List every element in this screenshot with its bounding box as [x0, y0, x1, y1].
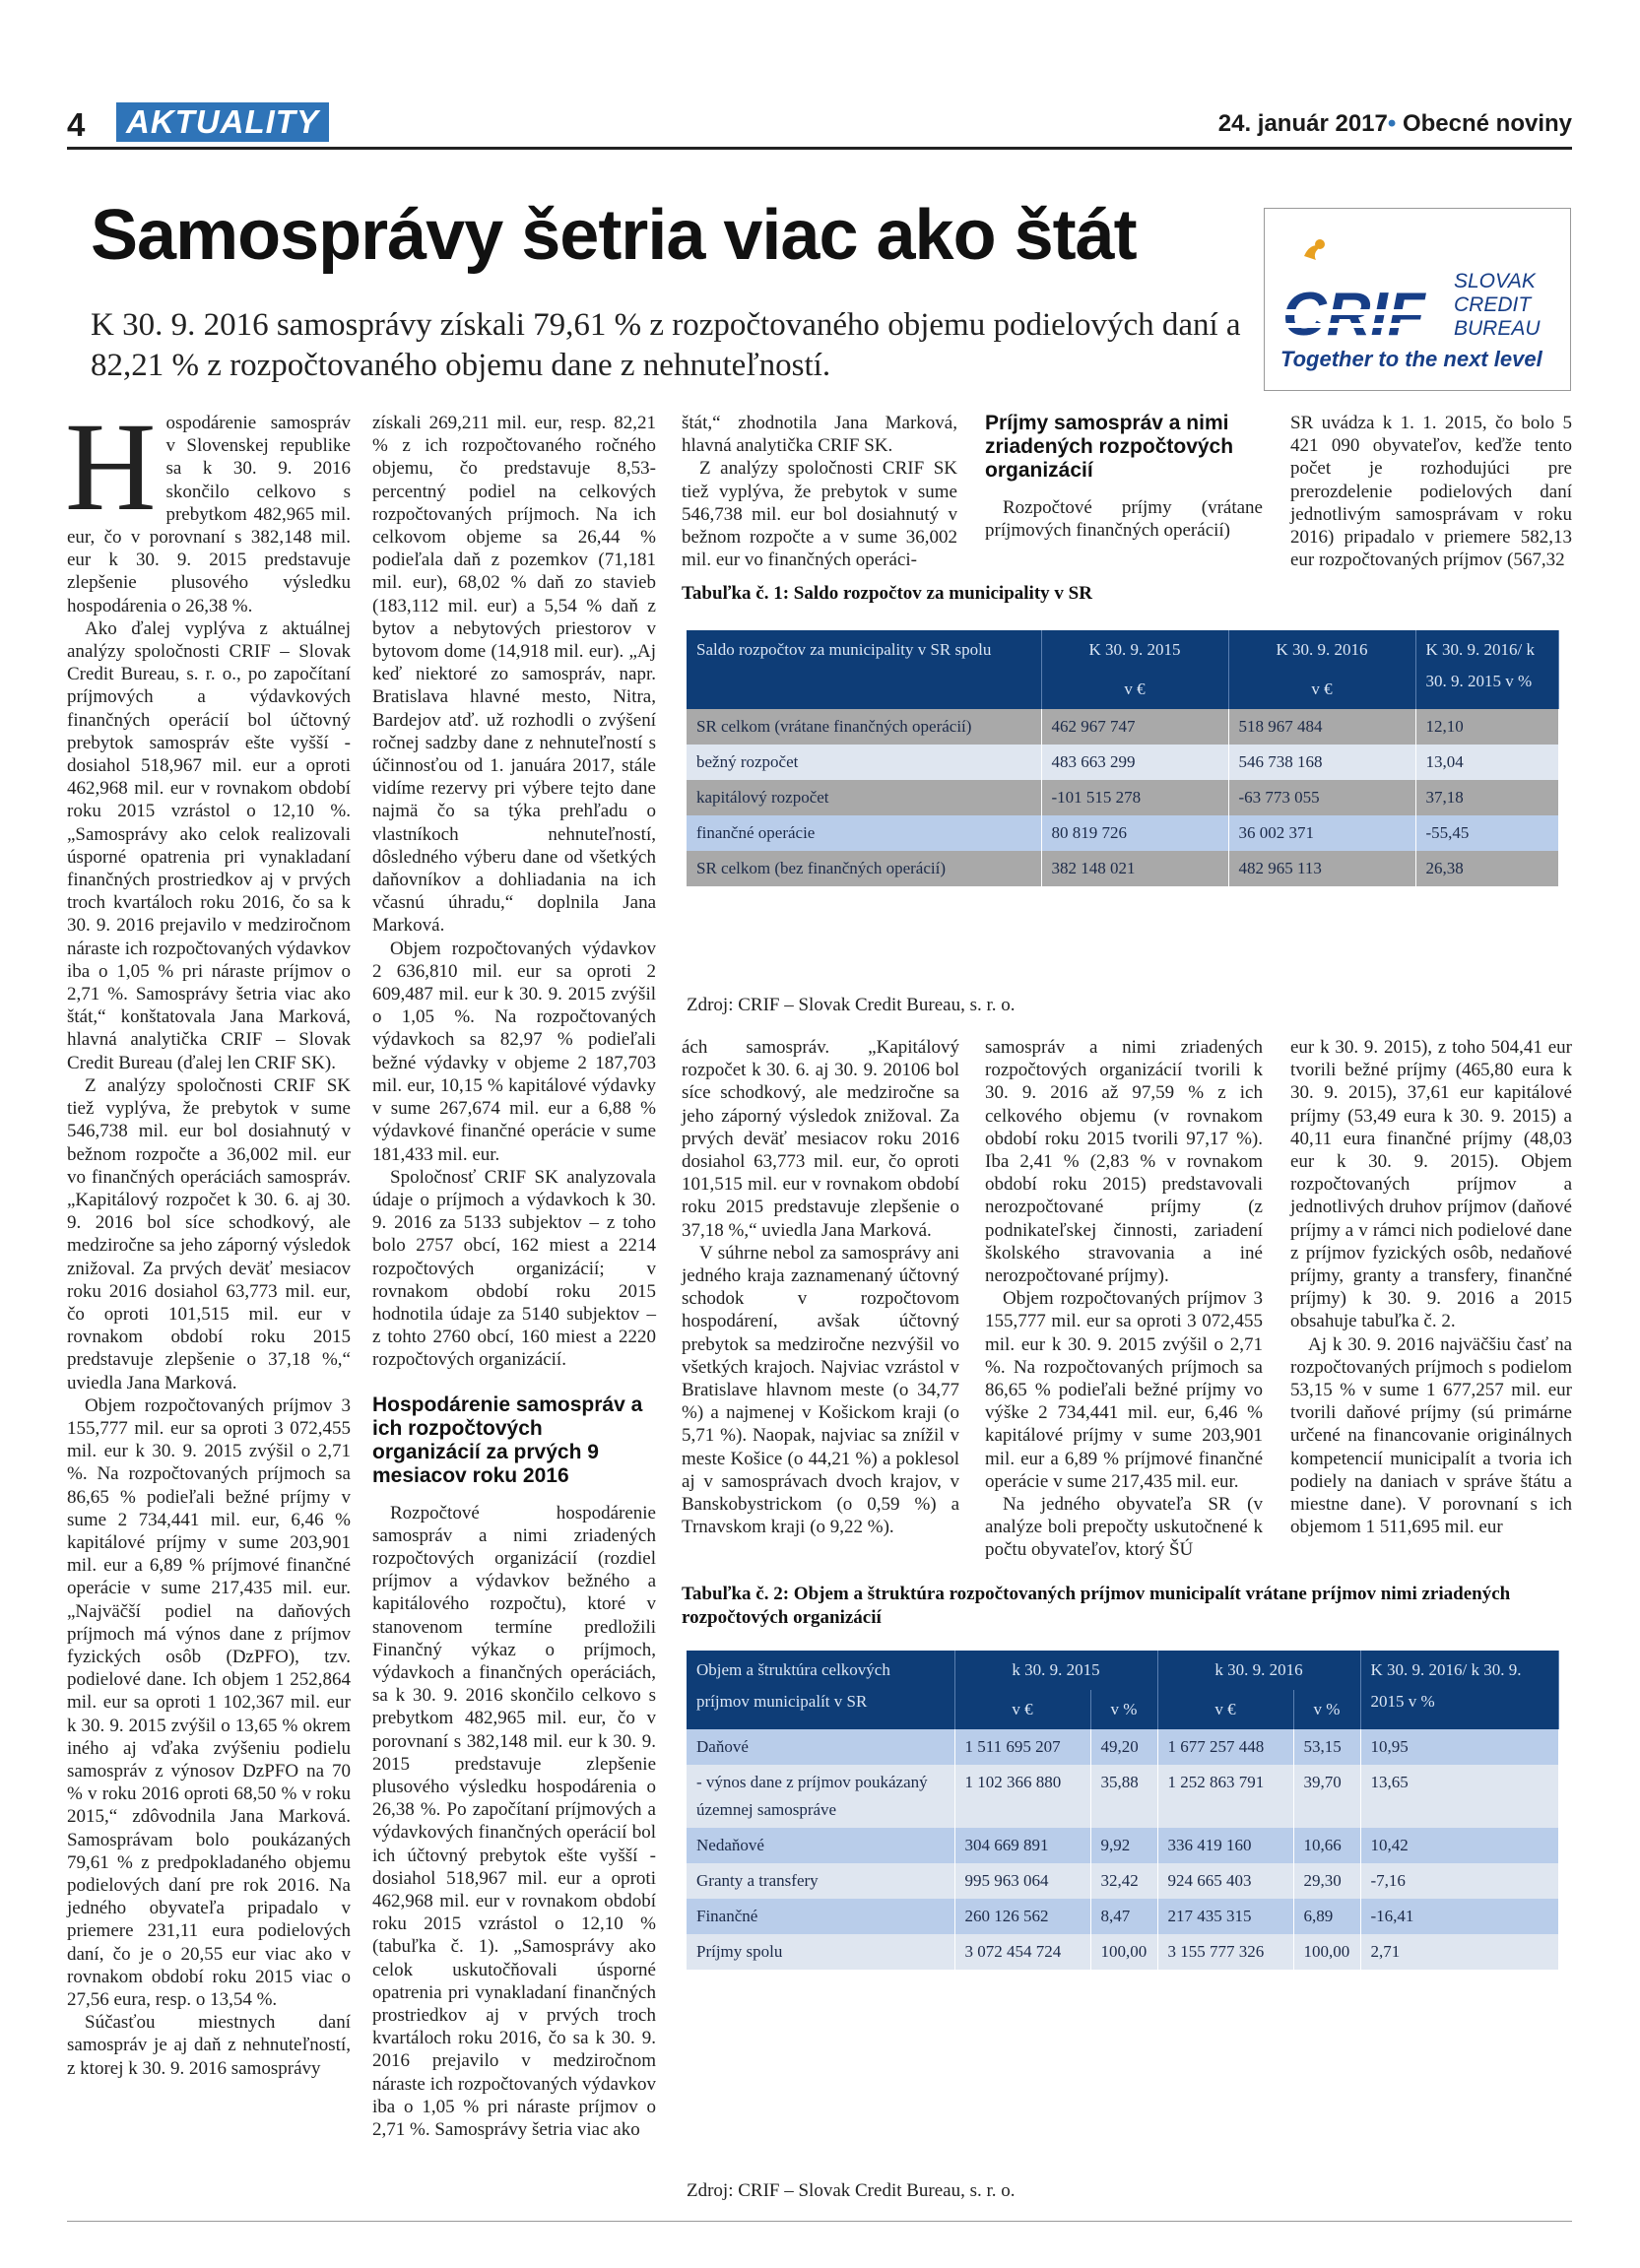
table1-header-2015: K 30. 9. 2015	[1041, 630, 1228, 670]
table-cell: 35,88	[1090, 1765, 1157, 1828]
table-row	[687, 1828, 1559, 1863]
table-cell: 2,71	[1360, 1934, 1559, 1970]
table2-source: Zdroj: CRIF – Slovak Credit Bureau, s. r. o.	[687, 2180, 1016, 2201]
table-cell: 100,00	[1293, 1934, 1360, 1970]
paragraph: štát,“ zhodnotila Jana Marková, hlavná analytička CRIF SK.	[682, 413, 957, 457]
article-column-3-top	[682, 412, 957, 571]
page-header	[67, 98, 1572, 150]
table-row	[687, 1863, 1559, 1899]
article-column-3-bottom	[682, 1036, 959, 1538]
table-cell: 483 663 299	[1041, 745, 1228, 780]
table-cell: 1 511 695 207	[954, 1729, 1090, 1765]
paragraph: samospráv a nimi zriadených rozpočtových organizácií tvorili k 30. 9. 2016 až 97,59 % z ich celkového objemu (v rovnakom období roku 2015 tvorili 97,17 %). Iba 2,41 % (2,83 % v rovnakom období roku 2015) predstavovali nerozpočtované príjmy (z podnikateľskej činnosti, zariadení školského stravovania a iné nerozpočtované príjmy).	[985, 1037, 1263, 1287]
table-cell: -7,16	[1360, 1863, 1559, 1899]
table-cell: 13,04	[1415, 745, 1559, 780]
table-cell: 10,42	[1360, 1828, 1559, 1863]
bottom-rule	[67, 2221, 1572, 2222]
paragraph: eur k 30. 9. 2015), z toho 504,41 eur tvorili bežné príjmy (465,80 eura k 30. 9. 2015), 37,61 eur kapitálové príjmy (53,49 eura k 30. 9. 2015) a 40,11 eura finančné príjmy (48,03 eur k 30. 9. 2015). Objem rozpočtovaných príjmov a jednotlivých druhov príjmov (daňové príjmy a v rámci nich podielové dane z príjmov fyzických osôb, nedaňové príjmy, granty a transfery, finančné príjmy) k 30. 9. 2016 a 2015 obsahuje tabuľka č. 2.	[1290, 1037, 1572, 1332]
paragraph: Rozpočtové hospodárenie samospráv a nimi zriadených rozpočtových organizácií (rozdiel príjmov a výdavkov bežného a kapitálového rozpočtu), ktoré v stanovenom termíne predložili Finančný výkaz o príjmoch, výdavkoch a finančných operáciách, sa k 30. 9. 2016 skončilo celkovo s prebytkom 482,965 mil. eur, čo v porovnaní s 382,148 mil. eur k 30. 9. 2015 predstavuje zlepšenie plusového výsledku hospodárenia o 26,38 %. Po započítaní príjmových a výdavkových finančných operácií bol ich účtovný prebytok ešte vyšší - dosiahol 518,967 mil. eur a oproti 462,968 mil. eur v rovnakom období roku 2015 vzrástol o 12,10 % (tabuľka č. 1). „Samosprávy ako celok uskutočňovali úsporné opatrenia pri vynakladaní finančných prostriedkov aj v prvých troch kvartáloch roku 2016, čo sa k 30. 9. 2016 prejavilo v medziročnom náraste ich rozpočtovaných výdavkov iba o 1,05 % pri náraste príjmov o 2,71 %. Samosprávy šetria viac ako	[372, 1502, 656, 2141]
table-cell: 924 665 403	[1157, 1863, 1293, 1899]
bullet-icon: •	[1387, 110, 1397, 137]
table-cell: 36 002 371	[1228, 815, 1415, 851]
table-cell: 462 967 747	[1041, 709, 1228, 745]
paragraph: Z analýzy spoločnosti CRIF SK tiež vyplýva, že prebytok v sume 546,738 mil. eur bol dosiahnutý v bežnom rozpočte a v sume 36,002 mil. eur vo finančných operáci-	[682, 458, 957, 571]
table-cell: 260 126 562	[954, 1899, 1090, 1934]
drop-cap: H	[65, 397, 157, 537]
table1-header-label: Saldo rozpočtov za municipality v SR spolu	[687, 630, 1041, 709]
paragraph: ospodárenie samospráv v Slovenskej republike sa k 30. 9. 2016 skončilo celkovo s prebytkom 482,965 mil. eur, čo v porovnaní s 382,148 mil. eur k 30. 9. 2015 predstavuje zlepšenie plusového výsledku hospodárenia o 26,38 %.	[67, 413, 351, 616]
paragraph: Spoločnosť CRIF SK analyzovala údaje o príjmoch a výdavkoch k 30. 9. 2016 za 5133 subjektov – z toho bolo 2757 obcí, 162 miest a 2214 rozpočtových organizácií; v rovnakom období roku 2015 hodnotila údaje za 5140 subjektov – z tohto 2760 obcí, 160 miest a 2220 rozpočtových organizácií.	[372, 1166, 656, 1371]
subheading: Príjmy samospráv a nimi zriadených rozpočtových organizácií	[985, 412, 1234, 482]
section-label: AKTUALITY	[116, 102, 329, 142]
article-column-4-top	[985, 412, 1263, 542]
subheading: Hospodárenie samospráv a ich rozpočtových organizácií za prvých 9 mesiacov roku 2016	[372, 1393, 643, 1487]
table-cell: 32,42	[1090, 1863, 1157, 1899]
table2-header-label: Objem a štruktúra celkových príjmov municipalít v SR	[687, 1651, 954, 1729]
table1	[687, 630, 1559, 886]
paragraph: Rozpočtové príjmy (vrátane príjmových finančných operácií)	[985, 497, 1263, 542]
article-column-5-top	[1290, 412, 1572, 571]
table-cell: 9,92	[1090, 1828, 1157, 1863]
row-label: kapitálový rozpočet	[687, 780, 1041, 815]
table2-header-2015: k 30. 9. 2015	[954, 1651, 1157, 1690]
paragraph: Objem rozpočtovaných výdavkov 2 636,810 mil. eur sa oproti 2 609,487 mil. eur k 30. 9. 2015 zvýšil o 1,05 %. Na rozpočtovaných výdavkoch sa 82,97 % podieľali bežné výdavky v objeme 2 187,703 mil. eur, 10,15 % kapitálové výdavky v sume 267,674 mil. eur a 6,88 % výdavkové finančné operácie v sume 181,433 mil. eur.	[372, 938, 656, 1165]
paragraph: Aj k 30. 9. 2016 najväčšiu časť na rozpočtovaných príjmoch s podielom 53,15 % v sume 1 677,257 mil. eur tvorili daňové príjmy (sú primárne určené na financovanie originálnych kompetencií municipalít a tvoria ich podiely na daniach v správe štátu a miestne dane). V porovnaní s ich objemom 1 511,695 mil. eur	[1290, 1333, 1572, 1538]
table2-unit: v €	[1157, 1690, 1293, 1729]
paragraph: Súčasťou miestnych daní samospráv je aj daň z nehnuteľností, z ktorej k 30. 9. 2016 samosprávy	[67, 2012, 351, 2079]
table-cell: 49,20	[1090, 1729, 1157, 1765]
paragraph: SR uvádza k 1. 1. 2015, čo bolo 5 421 090 obyvateľov, keďže tento počet je rozhodujúci pre prerozdelenie podielových daní jednotlivým samosprávam v roku 2016) pripadalo v priemere 582,13 eur rozpočtovaných príjmov (567,32	[1290, 413, 1572, 571]
article-column-1	[65, 397, 351, 2080]
table-cell: 1 252 863 791	[1157, 1765, 1293, 1828]
publication-name: Obecné noviny	[1402, 110, 1572, 137]
article-column-4-bottom	[985, 1036, 1263, 1562]
table-cell: 336 419 160	[1157, 1828, 1293, 1863]
table2-header-2016: k 30. 9. 2016	[1157, 1651, 1360, 1690]
table-cell: -101 515 278	[1041, 780, 1228, 815]
table-cell: -16,41	[1360, 1899, 1559, 1934]
table-cell: 3 072 454 724	[954, 1934, 1090, 1970]
table-cell: 80 819 726	[1041, 815, 1228, 851]
page-number: 4	[67, 106, 86, 143]
table-cell: 304 669 891	[954, 1828, 1090, 1863]
row-label: SR celkom (vrátane finančných operácií)	[687, 709, 1041, 745]
table-cell: 10,66	[1293, 1828, 1360, 1863]
table2	[687, 1651, 1559, 1970]
table-row	[687, 815, 1559, 851]
issue-date: 24. január 2017	[1217, 110, 1388, 137]
row-label: Nedaňové	[687, 1828, 954, 1863]
table-cell: 37,18	[1415, 780, 1559, 815]
table-cell: 6,89	[1293, 1899, 1360, 1934]
table-cell: -63 773 055	[1228, 780, 1415, 815]
logo-line3: BUREAU	[1454, 317, 1541, 340]
table-row	[687, 1899, 1559, 1934]
table-cell: 8,47	[1090, 1899, 1157, 1934]
row-label: Príjmy spolu	[687, 1934, 954, 1970]
paragraph: Objem rozpočtovaných príjmov 3 155,777 mil. eur sa oproti 3 072,455 mil. eur k 30. 9. 2015 zvýšil o 2,71 %. Na rozpočtovaných príjmoch sa 86,65 % podieľali bežné príjmy v sume 2 734,441 mil. eur, 6,46 % kapitálové príjmy v sume 203,901 mil. eur a 6,89 % príjmové finančné operácie v sume 217,435 mil. eur. „Najväčší podiel na daňových príjmoch má výnos dane z príjmov fyzických osôb (DzPFO), tzv. podielové dane. Ich objem 1 252,864 mil. eur sa oproti 1 102,367 mil. eur k 30. 9. 2015 zvýšil o 13,65 % okrem iného aj vďaka zvýšeniu podielu samospráv z výnosov DzPFO na 70 % v roku 2016 oproti 68,50 % v roku 2015,“ zdôvodnila Jana Marková. Samosprávam bolo poukázaných 79,61 % z predpokladaného objemu podielových daní pre rok 2016. Na jedného obyvateľa pripadalo v priemere 231,11 eura podielových daní, čo je o 20,55 eur viac ako v rovnakom období roku 2015 viac o 27,56 eura, resp. o 13,54 %.	[67, 1394, 351, 2011]
table-cell: 26,38	[1415, 851, 1559, 886]
table-cell: 1 677 257 448	[1157, 1729, 1293, 1765]
table-cell: 39,70	[1293, 1765, 1360, 1828]
table-row	[687, 1765, 1559, 1828]
table2-unit: v %	[1293, 1690, 1360, 1729]
table1-header-change: K 30. 9. 2016/ k 30. 9. 2015 v %	[1415, 630, 1559, 709]
crif-logo-mark	[1282, 239, 1448, 349]
logo-tagline: Together to the next level	[1280, 347, 1542, 371]
article-column-5-bottom	[1290, 1036, 1572, 1538]
row-label: Granty a transfery	[687, 1863, 954, 1899]
article-column-2	[372, 412, 656, 2141]
logo-line1: SLOVAK	[1454, 270, 1536, 292]
table1-unit: v €	[1228, 670, 1415, 709]
row-label: - výnos dane z príjmov poukázaný územnej samospráve	[687, 1765, 954, 1828]
table1-caption: Tabuľka č. 1: Saldo rozpočtov za municipality v SR	[682, 583, 1092, 604]
crif-logo	[1264, 208, 1571, 391]
table-cell: 1 102 366 880	[954, 1765, 1090, 1828]
table-cell: 100,00	[1090, 1934, 1157, 1970]
table-cell: 518 967 484	[1228, 709, 1415, 745]
table-cell: -55,45	[1415, 815, 1559, 851]
table1-unit: v €	[1041, 670, 1228, 709]
paragraph: V súhrne nebol za samosprávy ani jedného kraja zaznamenaný účtovný schodok v rozpočtovom hospodárení, avšak účtovný prebytok sa medziročne nezvýšil vo všetkých krajoch. Najviac vzrástol v Bratislave hlavnom meste (o 34,77 %) a najmenej v Košickom kraji (o 5,71 %). Naopak, najviac sa znížil v meste Košice (o 44,21 %) a poklesol aj v samosprávach dvoch krajov, v Banskobystrickom (o 0,59 %) a Trnavskom kraji (o 9,22 %).	[682, 1242, 959, 1538]
table-cell: 13,65	[1360, 1765, 1559, 1828]
issue-info	[1218, 110, 1572, 138]
row-label: Daňové	[687, 1729, 954, 1765]
table-row	[687, 851, 1559, 886]
paragraph: Ako ďalej vyplýva z aktuálnej analýzy spoločnosti CRIF – Slovak Credit Bureau, s. r. o., po započítaní príjmových a výdavkových finančných operácií bol účtovný prebytok samospráv ešte vyšší - dosiahol 518,967 mil. eur a oproti 462,968 mil. eur v rovnakom období roku 2015 vzrástol o 12,10 %. „Samosprávy ako celok realizovali úsporné opatrenia pri vynakladaní finančných prostriedkov aj v prvých troch kvartáloch roku 2016, čo sa k 30. 9. 2016 prejavilo v medziročnom náraste ich rozpočtovaných výdavkov iba o 1,05 % pri náraste príjmov o 2,71 %. Samosprávy šetria viac ako štát,“ konštatovala Jana Marková, hlavná analytička CRIF – Slovak Credit Bureau (ďalej len CRIF SK).	[67, 617, 351, 1073]
table-cell: 482 965 113	[1228, 851, 1415, 886]
logo-line2: CREDIT	[1454, 293, 1532, 316]
table-cell: 382 148 021	[1041, 851, 1228, 886]
table-cell: 217 435 315	[1157, 1899, 1293, 1934]
table-cell: 995 963 064	[954, 1863, 1090, 1899]
table-row	[687, 709, 1559, 745]
row-label: bežný rozpočet	[687, 745, 1041, 780]
row-label: SR celkom (bez finančných operácií)	[687, 851, 1041, 886]
table-row	[687, 745, 1559, 780]
table-cell: 546 738 168	[1228, 745, 1415, 780]
table-cell: 12,10	[1415, 709, 1559, 745]
table1-header-2016: K 30. 9. 2016	[1228, 630, 1415, 670]
headline: Samosprávy šetria viac ako štát	[91, 196, 1137, 275]
paragraph: Z analýzy spoločnosti CRIF SK tiež vyplýva, že prebytok v sume 546,738 mil. eur bol dosiahnutý v bežnom rozpočte a 36,002 mil. eur vo finančných operáciách samospráv. „Kapitálový rozpočet k 30. 6. aj 30. 9. 2016 bol síce schodkový, ale medziročne sa jeho záporný výsledok znižoval. Za prvých deväť mesiacov roku 2016 dosiahol 63,773 mil. eur, čo oproti 101,515 mil. eur v rovnakom období roku 2015 predstavuje zlepšenie o 37,18 %,“ uviedla Jana Marková.	[67, 1074, 351, 1393]
table2-unit: v €	[954, 1690, 1090, 1729]
paragraph: ách samospráv. „Kapitálový rozpočet k 30. 6. aj 30. 9. 20106 bol síce schodkový, ale medziročne sa jeho záporný výsledok znižoval. Za prvých deväť mesiacov roku 2016 dosiahol 63,773 mil. eur, čo oproti 101,515 mil. eur v rovnakom období roku 2015 predstavuje zlepšenie o 37,18 %,“ uviedla Jana Marková.	[682, 1037, 959, 1241]
paragraph: Objem rozpočtovaných príjmov 3 155,777 mil. eur sa oproti 3 072,455 mil. eur k 30. 9. 2015 zvýšil o 2,71 %. Na rozpočtovaných príjmoch sa 86,65 % podieľali bežné príjmy vo výške 2 734,441 mil. eur, 6,46 % kapitálové príjmy v sume 203,901 mil. eur a 6,89 % príjmové finančné operácie v sume 217,435 mil. eur.	[985, 1288, 1263, 1492]
table-row	[687, 1729, 1559, 1765]
table2-unit: v %	[1090, 1690, 1157, 1729]
table-cell: 29,30	[1293, 1863, 1360, 1899]
paragraph: získali 269,211 mil. eur, resp. 82,21 % z ich rozpočtovaného ročného objemu, čo predstavuje 8,53-percentný podiel na celkových rozpočtovaných príjmoch. Na ich celkovom objeme sa 26,44 % podieľala daň z pozemkov (71,181 mil. eur), 68,02 % daň zo stavieb (183,112 mil. eur) a 5,54 % daň z bytov a nebytových priestorov v bytovom dome (14,918 mil. eur). „Aj keď niektoré zo samospráv, napr. Bratislava hlavné mesto, Nitra, Bardejov atď. už rozhodli o zvýšení ročnej sadzby dane z nehnuteľností s účinnosťou od 1. januára 2017, stále vidíme rezervy pri výbere tejto dane najmä čo sa týka prehľadu o vlastníkoch nehnuteľností, dôsledného výberu dane od všetkých daňovníkov a dohliadania na ich včasnú úhradu,“ doplnila Jana Marková.	[372, 413, 656, 937]
row-label: finančné operácie	[687, 815, 1041, 851]
table-cell: 53,15	[1293, 1729, 1360, 1765]
table-row	[687, 1934, 1559, 1970]
table1-source: Zdroj: CRIF – Slovak Credit Bureau, s. r. o.	[687, 995, 1016, 1015]
table2-caption: Tabuľka č. 2: Objem a štruktúra rozpočtovaných príjmov municipalít vrátane príjmov nimi zriadených rozpočtových organizácií	[682, 1584, 1511, 1628]
table-cell: 10,95	[1360, 1729, 1559, 1765]
table-row	[687, 780, 1559, 815]
row-label: Finančné	[687, 1899, 954, 1934]
lead-paragraph: K 30. 9. 2016 samosprávy získali 79,61 % z rozpočtovaného objemu podielových daní a 82,21 % z rozpočtovaného objemu dane z nehnuteľností.	[91, 307, 1241, 383]
paragraph: Na jedného obyvateľa SR (v analýze boli prepočty uskutočnené k počtu obyvateľov, ktorý ŠÚ	[985, 1494, 1263, 1561]
table-cell: 3 155 777 326	[1157, 1934, 1293, 1970]
table2-header-change: K 30. 9. 2016/ k 30. 9. 2015 v %	[1360, 1651, 1559, 1729]
